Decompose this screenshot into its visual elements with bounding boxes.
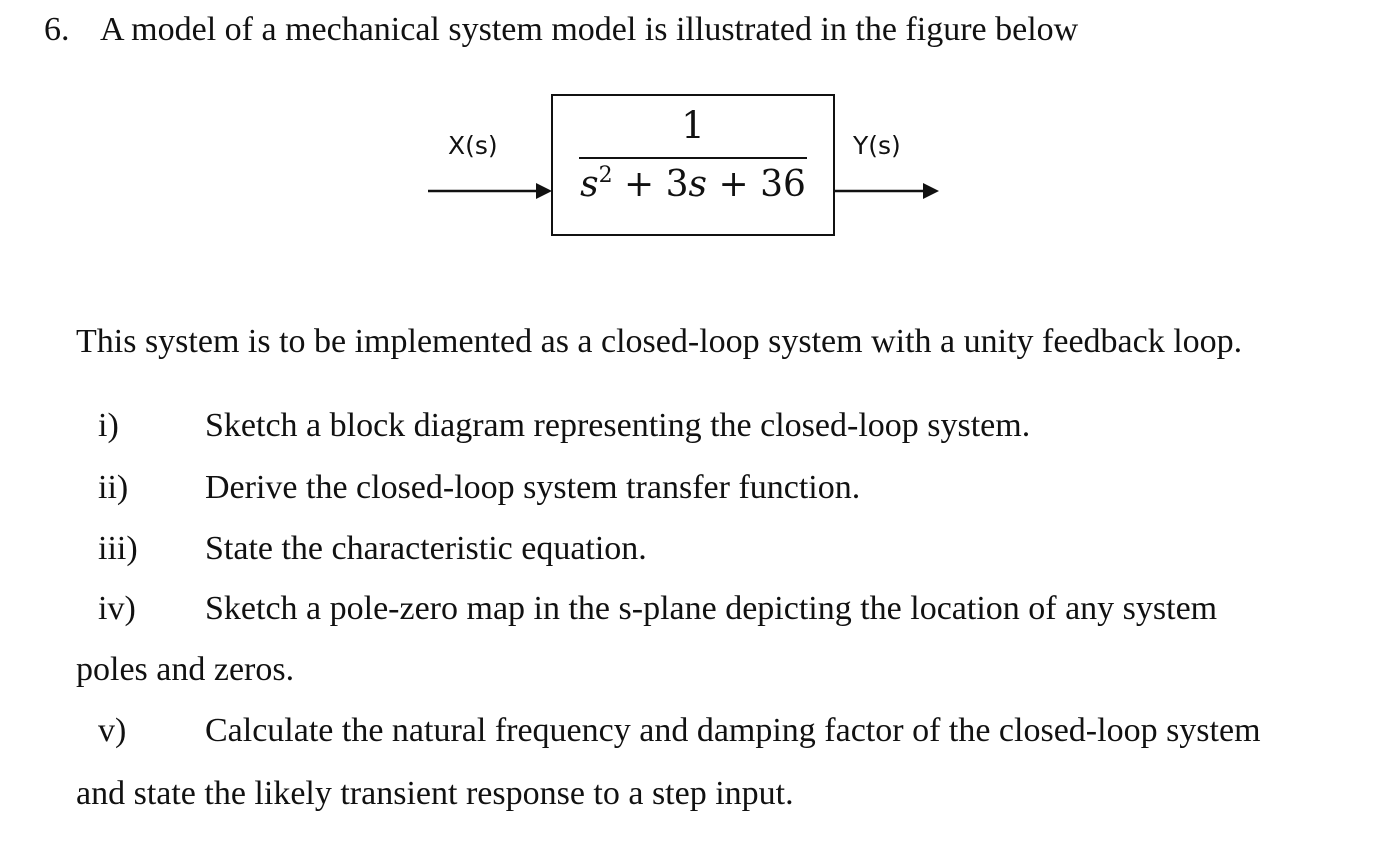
- subquestion-text: State the characteristic equation.: [205, 530, 647, 567]
- subquestion-continuation: poles and zeros.: [76, 651, 295, 688]
- output-arrowhead: [923, 183, 939, 199]
- subquestion-text: Sketch a block diagram representing the closed-loop system.: [205, 407, 1031, 444]
- subquestion-number: iv): [98, 590, 136, 627]
- transfer-function-numerator: 1: [681, 104, 705, 147]
- subquestion-text: Sketch a pole-zero map in the s-plane depicting the location of any system: [205, 590, 1218, 627]
- denominator-constant: + 36: [707, 164, 806, 205]
- denominator-exponent: 2: [598, 163, 613, 188]
- problem-statement: This system is to be implemented as a closed-loop system with a unity feedback loop.: [76, 323, 1243, 360]
- subquestion-number: iii): [98, 530, 138, 567]
- input-arrowhead: [536, 183, 552, 199]
- denominator-middle-term: + 3: [612, 164, 689, 205]
- subquestion-continuation: and state the likely transient response to a step input.: [76, 775, 794, 812]
- subquestion-number: i): [98, 407, 119, 444]
- question-number: 6.: [44, 11, 70, 48]
- transfer-function-denominator: [579, 163, 807, 205]
- denominator-variable-2: s: [688, 164, 708, 205]
- input-label: X(s): [448, 131, 498, 160]
- output-label: Y(s): [853, 131, 901, 160]
- denominator-variable: s: [580, 164, 599, 205]
- subquestion-number: ii): [98, 469, 129, 506]
- subquestion-number: v): [98, 712, 127, 749]
- subquestion-text: Calculate the natural frequency and damping factor of the closed-loop system: [205, 712, 1261, 749]
- question-text: A model of a mechanical system model is illustrated in the figure below: [100, 11, 1079, 48]
- subquestion-text: Derive the closed-loop system transfer function.: [205, 469, 861, 506]
